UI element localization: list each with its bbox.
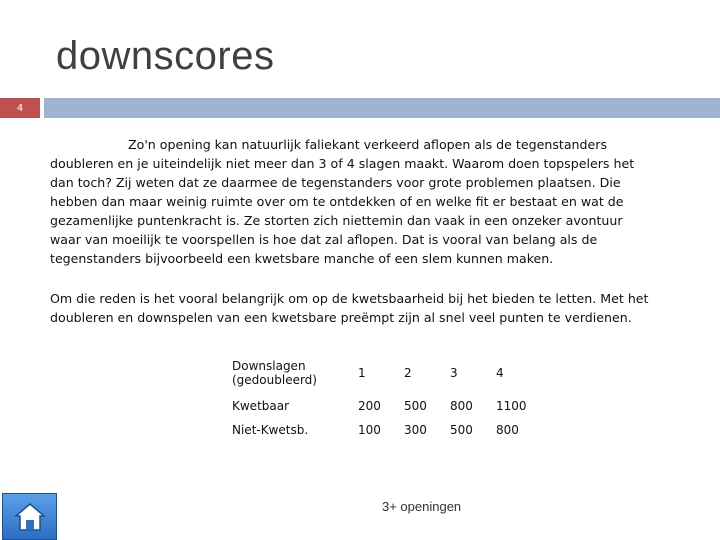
table-cell: 200 xyxy=(358,399,381,413)
slide-number: 4 xyxy=(16,102,24,114)
home-icon xyxy=(13,501,47,533)
title-divider-bar xyxy=(44,98,720,118)
table-cell: 1 xyxy=(358,366,366,380)
table-cell: 3 xyxy=(450,366,458,380)
table-cell: 4 xyxy=(496,366,504,380)
table-cell: 1100 xyxy=(496,399,527,413)
table-cell: 800 xyxy=(450,399,473,413)
table-cell: 100 xyxy=(358,423,381,437)
slide-number-badge xyxy=(0,98,40,118)
table-cell: 500 xyxy=(450,423,473,437)
slide-title: downscores xyxy=(56,34,275,78)
table-cell: 2 xyxy=(404,366,412,380)
paragraph-1: Zo'n opening kan natuurlijk faliekant verkeerd aflopen als de tegenstanders doubleren en je uiteindelijk niet meer dan 3 of 4 slagen maakt. Waarom doen topspelers het dan toch? Zij weten dat ze daarmee de tegenstanders voor grote problemen plaatsen. Die hebben dan maar weinig ruimte over om te ontdekken of en welke fit er bestaat en wat de gezamenlijke puntenkracht is. Ze storten zich niettemin dan vaak in een onzeker avontuur waar van moeilijk te voorspellen is hoe dat zal aflopen. Dat is vooral van belang als de tegenstanders bijvoorbeeld een kwetsbare manche of een slem kunnen maken. xyxy=(50,137,635,266)
paragraph-2: Om die reden is het vooral belangrijk om op de kwetsbaarheid bij het bieden te letten. Met het doubleren en downspelen van een kwetsbare preëmpt zijn al snel veel punten te verdienen. xyxy=(50,291,649,325)
row-label: Niet-Kwetsb. xyxy=(232,423,309,437)
table-cell: 500 xyxy=(404,399,427,413)
table-row xyxy=(232,418,542,442)
row-label: Kwetbaar xyxy=(232,399,290,413)
slide-footer: 3+ openingen xyxy=(382,499,462,514)
table-row xyxy=(232,352,542,394)
row-label: Downslagen (gedoubleerd) xyxy=(232,359,317,387)
downscores-table xyxy=(232,352,542,442)
table-cell: 300 xyxy=(404,423,427,437)
table-row xyxy=(232,394,542,418)
home-button[interactable] xyxy=(2,493,57,540)
table-cell: 800 xyxy=(496,423,519,437)
